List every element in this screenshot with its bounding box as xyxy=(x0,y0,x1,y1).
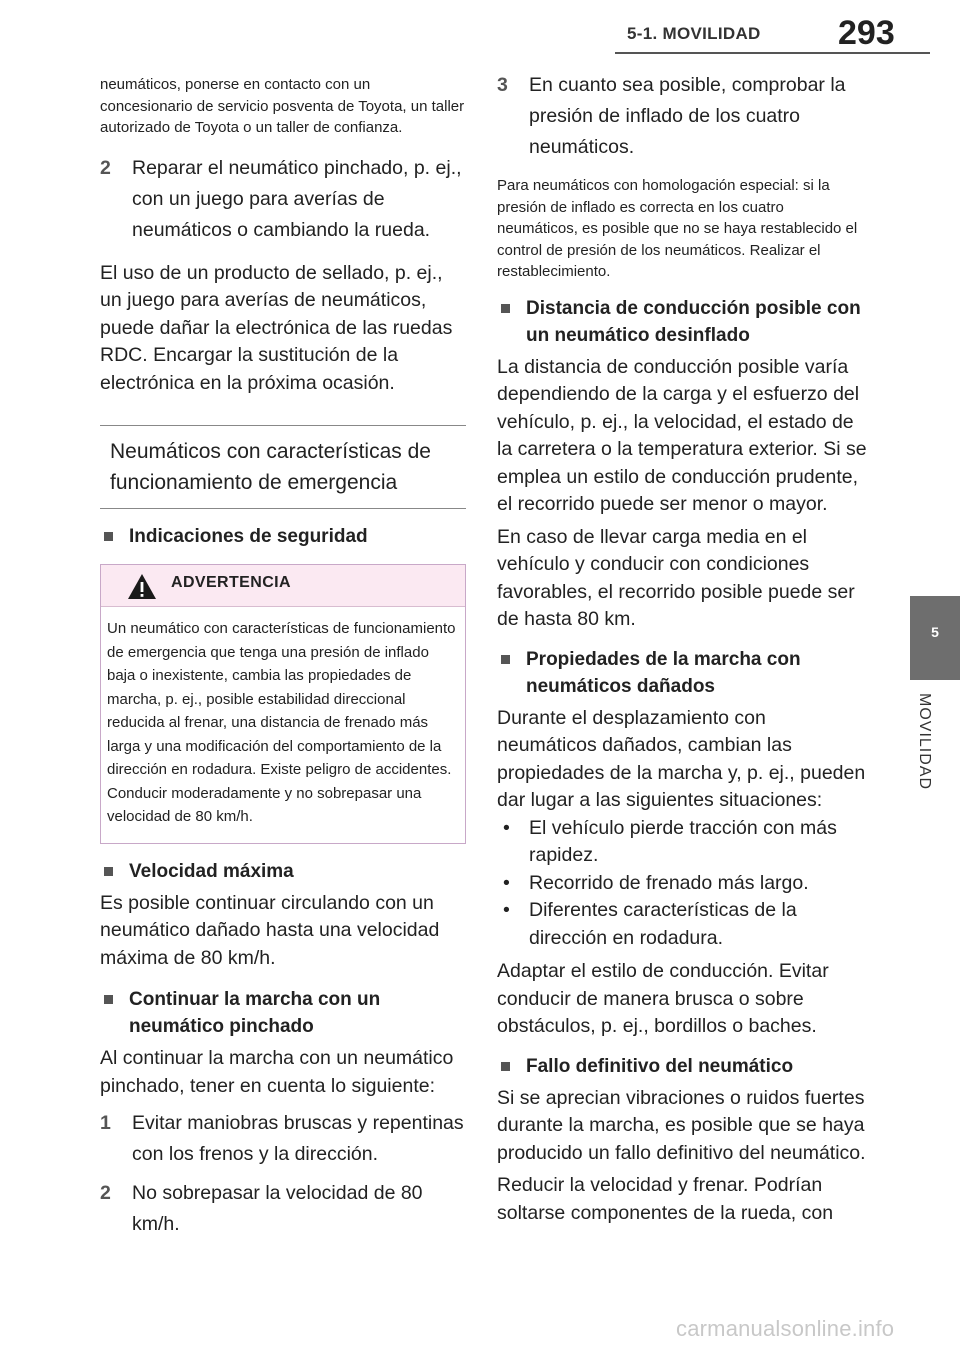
list-item-text: Diferentes características de la dirección en rodadura. xyxy=(529,899,797,949)
square-bullet-icon xyxy=(501,304,510,313)
chapter-label-text: MOVILIDAD xyxy=(916,693,933,791)
page-header xyxy=(0,0,960,70)
list-item xyxy=(497,870,867,898)
step-number: 1 xyxy=(100,1112,111,1134)
subheading-properties xyxy=(497,646,867,700)
homologation-note: Para neumáticos con homologación especial: si la presión de inflado es correcta en los cuatro neumáticos, es posible que no se haya restablecido el control de presión de los neumáticos. Realizar el restablecimiento. xyxy=(497,177,858,280)
step-number: 3 xyxy=(497,74,508,96)
warning-title: ADVERTENCIA xyxy=(171,574,291,591)
chapter-label xyxy=(915,693,941,813)
intro-paragraph: neumáticos, ponerse en contacto con un concesionario de servicio posventa de Toyota, un taller autorizado de Toyota o un taller de confianza. xyxy=(100,76,465,136)
step-text: Evitar maniobras bruscas y repentinas con los frenos y la dirección. xyxy=(132,1112,464,1165)
step-item xyxy=(100,1108,466,1170)
subheading-continue xyxy=(100,986,466,1040)
square-bullet-icon xyxy=(104,867,113,876)
square-bullet-icon xyxy=(501,655,510,664)
step-number: 2 xyxy=(100,156,111,179)
watermark: carmanualsonline.info xyxy=(676,1316,895,1341)
max-speed-paragraph: Es posible continuar circulando con un neumático dañado hasta una velocidad máxima de 80 km/h. xyxy=(100,891,440,969)
bullet-dot-icon: • xyxy=(503,899,510,921)
step-text: No sobrepasar la velocidad de 80 km/h. xyxy=(132,1182,423,1235)
list-item xyxy=(497,815,867,870)
failure-paragraph-2: Reducir la velocidad y frenar. Podrían soltarse componentes de la rueda, con xyxy=(497,1174,834,1224)
list-item-text: El vehículo pierde tracción con más rapidez. xyxy=(529,816,837,866)
subheading-text: Indicaciones de seguridad xyxy=(129,526,368,547)
step-item xyxy=(497,70,867,163)
bullet-dot-icon: • xyxy=(503,816,510,839)
subheading-text: Distancia de conducción posible con un neumático desinflado xyxy=(526,297,861,346)
warning-box xyxy=(100,564,466,844)
step-item xyxy=(100,153,466,246)
section-heading-box xyxy=(100,425,466,509)
subheading-text: Propiedades de la marcha con neumáticos dañados xyxy=(526,648,801,697)
left-column xyxy=(100,74,466,1240)
step-number: 2 xyxy=(100,1182,111,1204)
chapter-number: 5 xyxy=(931,624,939,640)
subheading-max-speed xyxy=(100,858,466,885)
right-column xyxy=(497,70,867,1227)
subheading-text: Velocidad máxima xyxy=(129,860,294,882)
section-title: 5-1. MOVILIDAD xyxy=(627,24,761,43)
failure-paragraph-1: Si se aprecian vibraciones o ruidos fuertes durante la marcha, es posible que se haya producido un fallo definitivo del neumático. xyxy=(497,1086,866,1164)
warning-text: Un neumático con características de funcionamiento de emergencia que tenga una presión de inflado baja o inexistente, cambia las propiedades de marcha, p. ej., posible estabilidad direccional reducida al frenar, una distancia de frenado más larga y una modificación del comportamiento de la dirección en rodadura. Existe peligro de accidentes. Conducir moderadamente y no sobrepasar una velocidad de 80 km/h. xyxy=(107,620,456,825)
continue-paragraph: Al continuar la marcha con un neumático pinchado, tener en cuenta lo siguiente: xyxy=(100,1047,454,1097)
warning-header xyxy=(101,565,465,607)
page-number: 293 xyxy=(838,14,895,52)
list-item-text: Recorrido de frenado más largo. xyxy=(529,871,809,894)
adapt-paragraph: Adaptar el estilo de conducción. Evitar conducir de manera brusca o sobre obstáculos, p. ej., bordillos o baches. xyxy=(497,960,829,1037)
square-bullet-icon xyxy=(501,1062,510,1071)
subheading-text: Continuar la marcha con un neumático pinchado xyxy=(129,989,381,1037)
subheading-distance xyxy=(497,295,867,349)
sealant-paragraph: El uso de un producto de sellado, p. ej., un juego para averías de neumáticos, puede dañar la electrónica de las ruedas RDC. Encargar la sustitución de la electrónica en la próxima ocasión. xyxy=(100,261,453,394)
bullet-list xyxy=(497,815,867,953)
square-bullet-icon xyxy=(104,532,113,541)
distance-paragraph-2: En caso de llevar carga media en el vehículo y conducir con condiciones favorables, el recorrido posible puede ser de hasta 80 km. xyxy=(497,525,855,630)
step-text: Reparar el neumático pinchado, p. ej., con un juego para averías de neumáticos o cambiando la rueda. xyxy=(132,156,462,241)
subheading-text: Fallo definitivo del neumático xyxy=(526,1055,794,1077)
section-heading: Neumáticos con características de funcionamiento de emergencia xyxy=(110,440,431,494)
chapter-tab[interactable] xyxy=(910,596,960,680)
step-item xyxy=(100,1178,466,1240)
square-bullet-icon xyxy=(104,995,113,1004)
subheading-failure xyxy=(497,1053,867,1080)
bullet-dot-icon: • xyxy=(503,871,510,894)
subheading-safety xyxy=(100,523,466,550)
list-item xyxy=(497,897,867,952)
distance-paragraph-1: La distancia de conducción posible varía dependiendo de la carga y el esfuerzo del vehículo, p. ej., la velocidad, el estado de la carretera o la temperatura exterior. Si se emplea un estilo de conducción prudente, el recorrido puede ser menor o mayor. xyxy=(497,355,867,515)
properties-paragraph: Durante el desplazamiento con neumáticos dañados, cambian las propiedades de la marcha y, p. ej., pueden dar lugar a las siguientes situaciones: xyxy=(497,706,866,811)
step-text: En cuanto sea posible, comprobar la presión de inflado de los cuatro neumáticos. xyxy=(529,74,846,158)
warning-triangle-icon xyxy=(127,573,157,600)
